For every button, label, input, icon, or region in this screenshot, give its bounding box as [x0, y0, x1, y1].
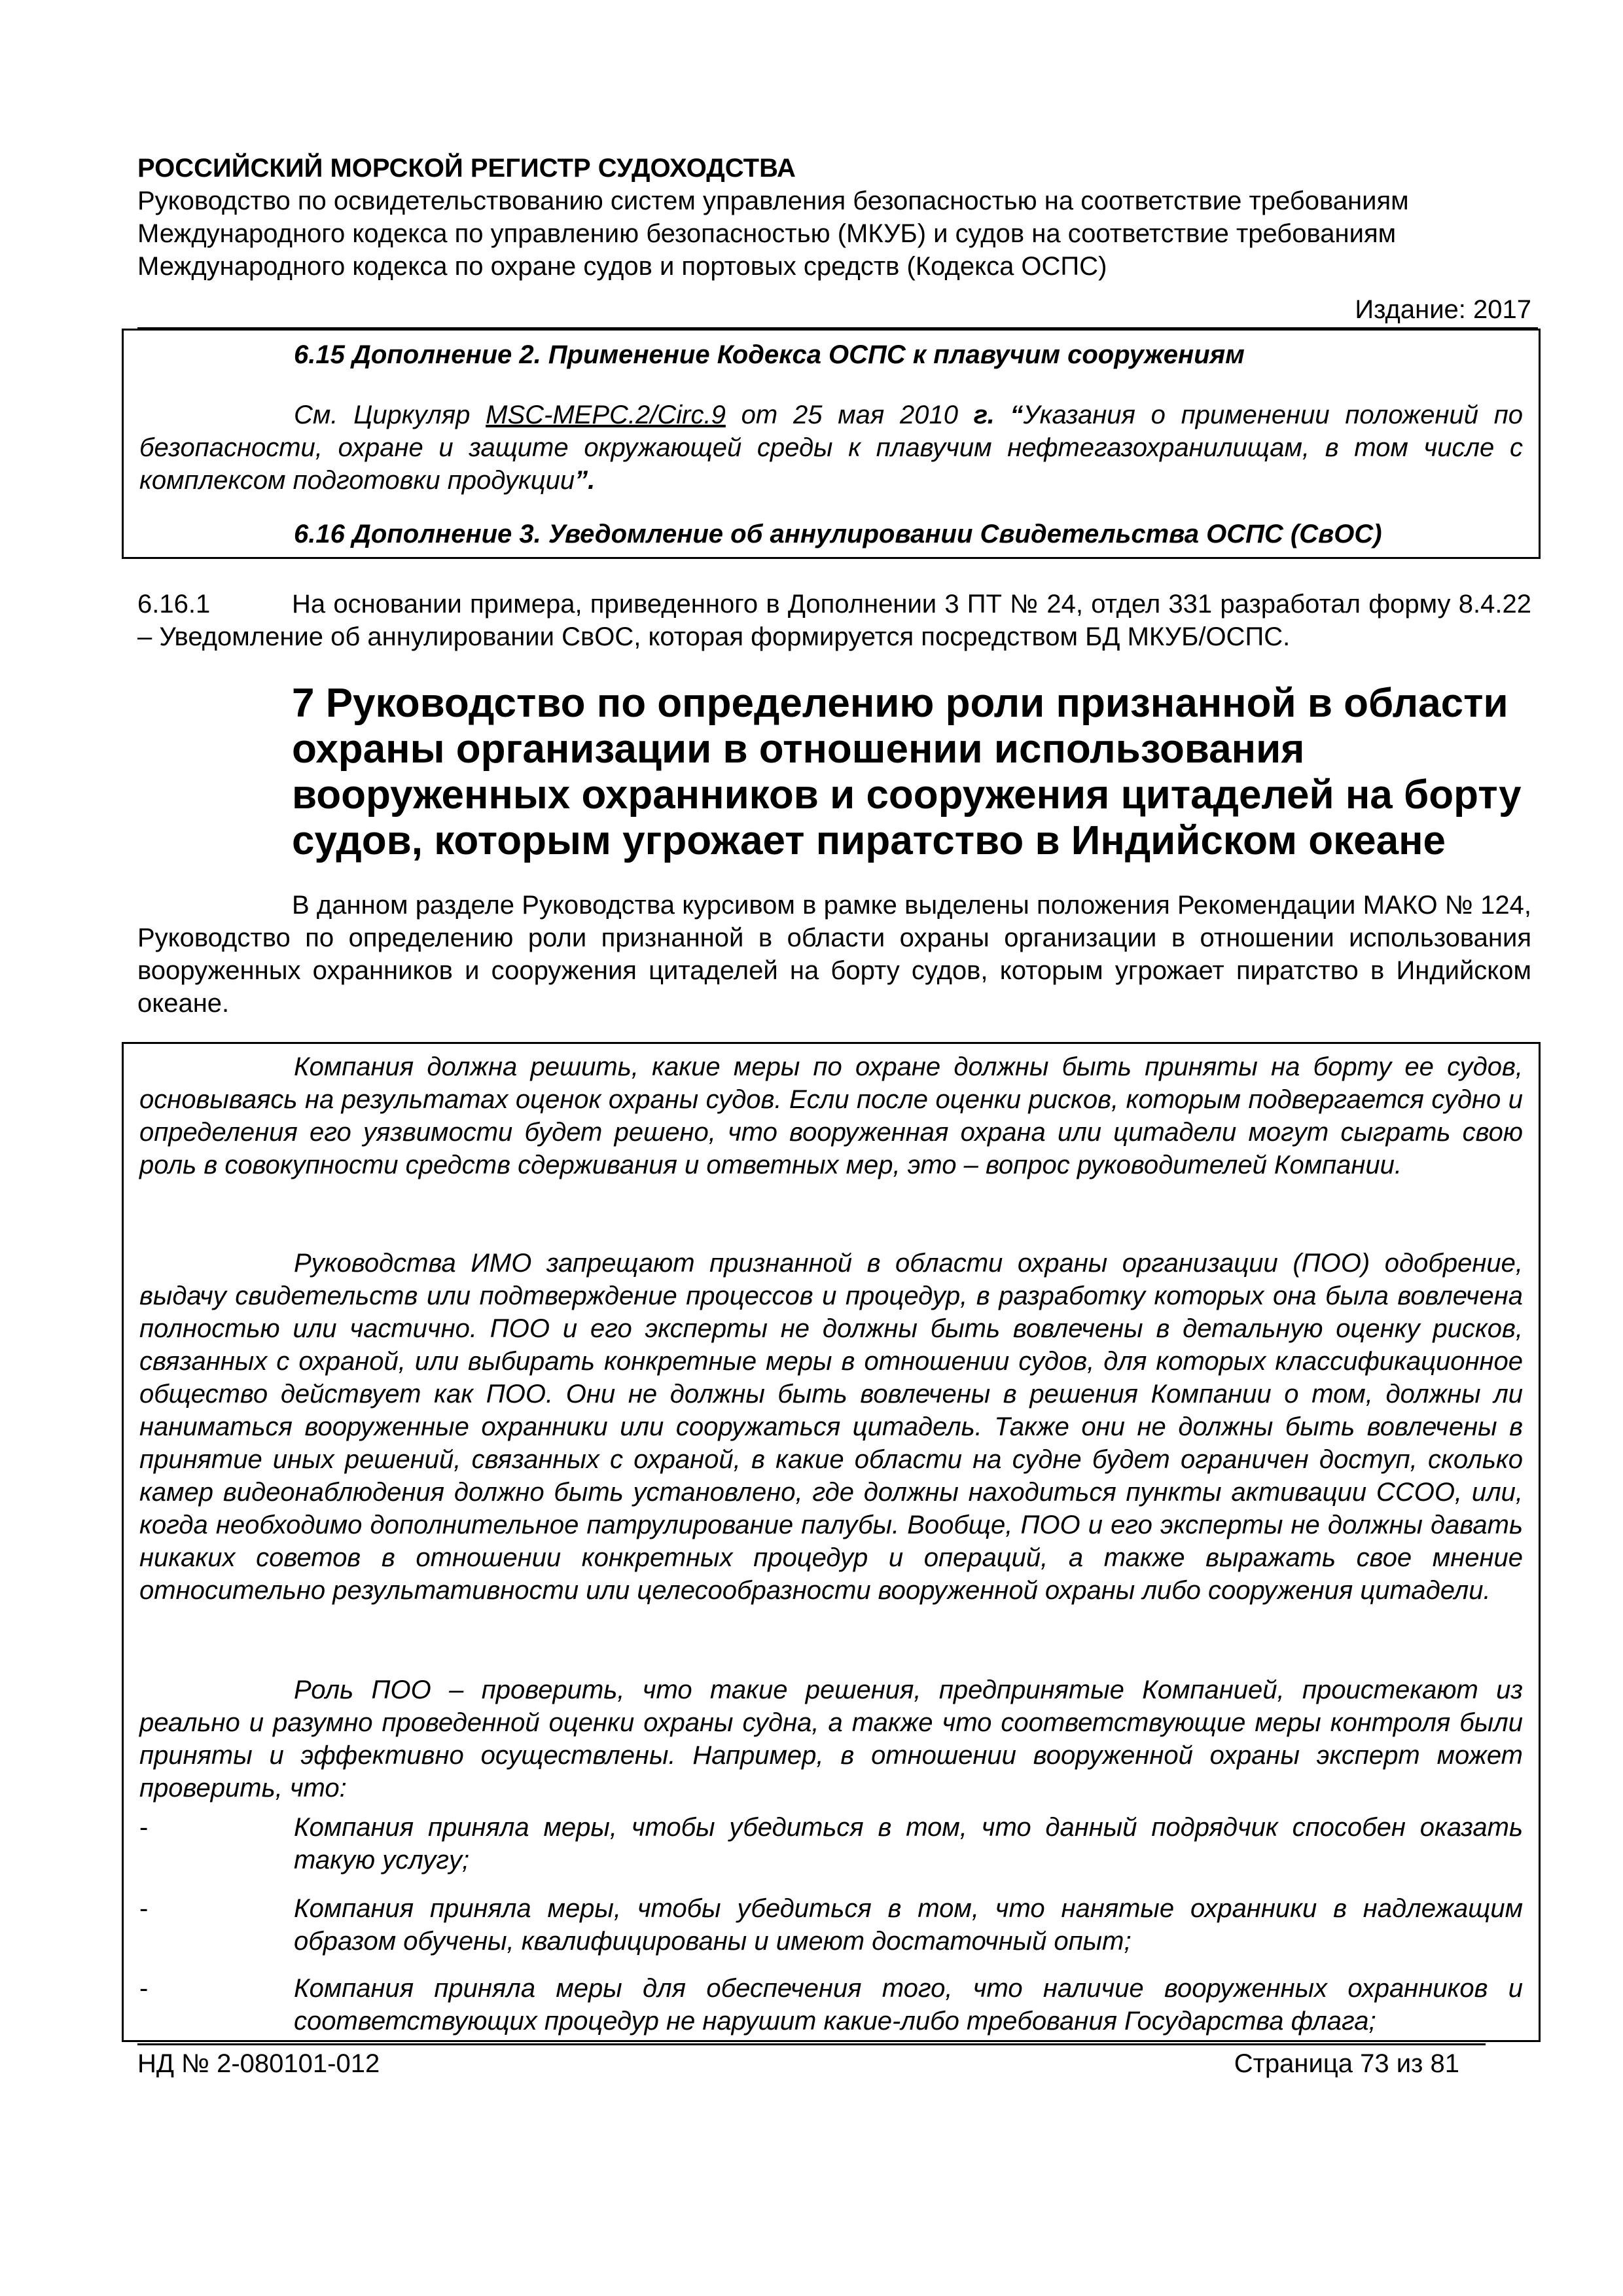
- list-item: [124, 1811, 1523, 1876]
- list-item-text: Компания приняла меры, чтобы убедиться в том, что данный подрядчик способен оказать такую услугу;: [294, 1813, 1523, 1874]
- intro-text: В данном разделе Руководства курсивом в рамке выделены положения Рекомендации МАКО № 124, Руководство по определению роли признанной в области охраны организации в отношении использования вооруженных охранников и сооружения цитаделей на борту судов, которым угрожает пиратство в Индийском океане.: [137, 891, 1531, 1018]
- circular-prefix: См. Циркуляр: [294, 401, 486, 429]
- list-item: [124, 1892, 1523, 1958]
- box-paragraph-1-text: Компания должна решить, какие меры по охране должны быть приняты на борту ее судов, основываясь на результатах оценок охраны судов. Если после оценки рисков, которым подвергается судно и определения его уязвимости будет решено, что вооруженная охрана или цитадели могут сыграть свою роль в совокупности средств сдерживания и ответных мер, это – вопрос руководителей Компании.: [139, 1052, 1523, 1179]
- section-title-6-16: 6.16 Дополнение 3. Уведомление об аннулировании Свидетельства ОСПС (СвОС): [294, 520, 1382, 548]
- header-title-line-2: Международного кодекса по управлению безопасностью (МКУБ) и судов на соответствие требованиям: [137, 219, 1397, 248]
- list-item-text: Компания приняла меры, чтобы убедиться в том, что нанятые охранники в надлежащим образом обучены, квалифицированы и имеют достаточный опыт;: [294, 1894, 1523, 1956]
- circular-year-mark: г. “: [973, 401, 1024, 429]
- paragraph-text: На основании примера, приведенного в Дополнении 3 ПТ № 24, отдел 331 разработал форму 8.4.22 – Уведомление об аннулировании СвОС, которая формируется посредством БД МКУБ/ОСПС.: [137, 590, 1531, 651]
- box-paragraph-3: [139, 1674, 1523, 1804]
- framed-block-appendices: [122, 329, 1541, 559]
- header-edition: Издание: 2017: [1355, 295, 1531, 324]
- footer-page-number: Страница 73 из 81: [1234, 2049, 1459, 2078]
- paragraph-number: 6.16.1: [137, 590, 211, 619]
- header-title-line-1: Руководство по освидетельствованию систем управления безопасностью на соответствие требованиям: [137, 187, 1409, 215]
- paragraph-6-16-1: [137, 588, 1531, 653]
- running-header: [137, 152, 1544, 283]
- framed-block-mako-124: [122, 1042, 1541, 2042]
- box-paragraph-2: [139, 1247, 1523, 1607]
- list-item: [124, 1972, 1523, 2037]
- box-paragraph-2-text: Руководства ИМО запрещают признанной в области охраны организации (ПОО) одобрение, выдачу свидетельств или подтверждение процессов и процедур, в разработку которых она была вовлечена полностью или частично. ПОО и его эксперты не должны быть вовлечены в детальную оценку рисков, связанных с охраной, или выбирать конкретные меры в отношении судов, для которых классификационное общество действует как ПОО. Они не должны быть вовлечены в решения Компании о том, должны ли наниматься вооруженные охранники или сооружаться цитадель. Также они не должны быть вовлечены в принятие иных решений, связанных с охраной, в какие области на судне будет ограничен доступ, сколько камер видеонаблюдения должно быть установлено, где должны находиться пункты активации СCОО, или, когда необходимо дополнительное патрулирование палубы. Вообще, ПОО и его эксперты не должны давать никаких советов в отношении конкретных процедур и операций, а также выражать свое мнение относительно результативности или целесообразности вооруженной охраны либо сооружения цитадели.: [139, 1249, 1523, 1605]
- circular-title: Указания о применении положений по безопасности, охране и защите окружающей среды к плавучим нефтегазохранилищам, в том числе с комплексом подготовки продукции: [139, 401, 1523, 495]
- list-dash: -: [139, 1813, 149, 1842]
- chapter-intro-paragraph: [137, 889, 1531, 1020]
- footer-document-number: НД № 2-080101-012: [137, 2049, 380, 2078]
- section-title-6-15: 6.15 Дополнение 2. Применение Кодекса ОСПС к плавучим сооружениям: [294, 340, 1245, 369]
- header-organization: РОССИЙСКИЙ МОРСКОЙ РЕГИСТР СУДОХОДСТВА: [137, 154, 796, 183]
- list-dash: -: [139, 1894, 149, 1923]
- circular-close-quote: ”.: [575, 466, 596, 495]
- circular-reference-paragraph: [139, 399, 1523, 497]
- list-item-text: Компания приняла меры для обеспечения того, что наличие вооруженных охранников и соответствующих процедур не нарушит какие-либо требования Государства флага;: [294, 1974, 1523, 2036]
- footer-rule: [137, 2043, 1486, 2045]
- box-paragraph-3-text: Роль ПОО – проверить, что такие решения, предпринятые Компанией, проистекают из реально и разумно проведенной оценки охраны судна, а также что соответствующие меры контроля были приняты и эффективно осуществлены. Например, в отношении вооруженной охраны эксперт может проверить, что:: [139, 1676, 1523, 1803]
- list-dash: -: [139, 1974, 149, 2003]
- circular-link[interactable]: MSC-MEPC.2/Circ.9: [486, 401, 726, 429]
- chapter-7-heading: 7 Руководство по определению роли признанной в области охраны организации в отношении использования вооруженных охранников и сооружения цитаделей на борту судов, которым угрожает пиратство в Индийском океане: [292, 681, 1522, 863]
- circular-date: от 25 мая 2010: [725, 401, 974, 429]
- header-title-line-3: Международного кодекса по охране судов и портовых средств (Кодекса ОСПС): [137, 252, 1107, 281]
- box-paragraph-1: [139, 1050, 1523, 1181]
